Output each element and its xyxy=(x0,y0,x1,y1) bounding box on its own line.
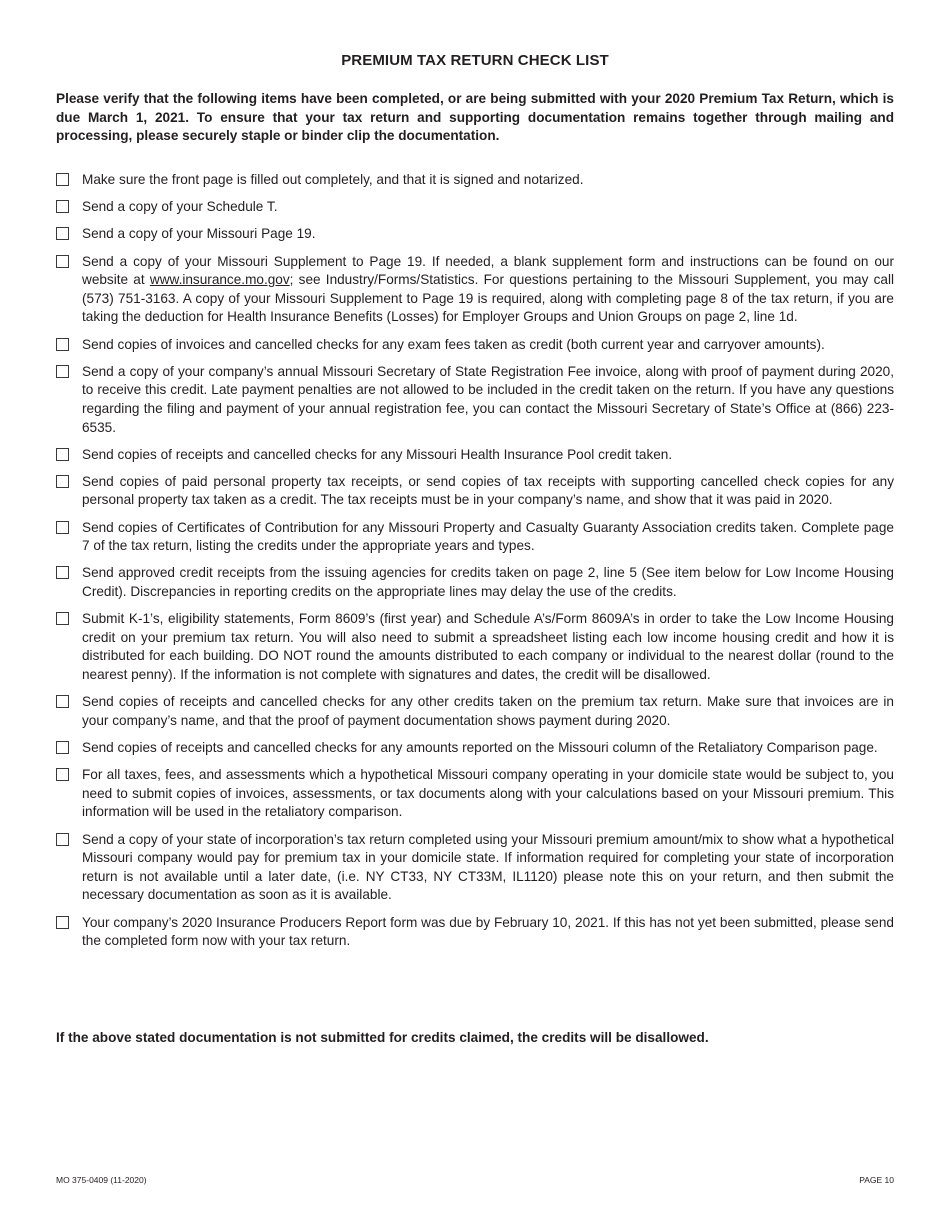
checkbox[interactable] xyxy=(56,695,69,708)
checklist-item-text: Make sure the front page is filled out completely, and that it is signed and notarized. xyxy=(82,172,584,187)
checkbox[interactable] xyxy=(56,200,69,213)
checklist-item-text: Send copies of receipts and cancelled checks for any Missouri Health Insurance Pool credit taken. xyxy=(82,446,673,462)
checklist-item-text: Send a copy of your state of incorporation’s tax return completed using your Missouri premium amount/mix to show what a hypothetical Missouri company would pay for premium tax in your domicile state. If information required for completing your state of incorporation return is not available until a later date, (i.e. NY CT33, NY CT33M, IL1120) please note this on your return, and then submit the necessary documentation as soon as it is available. xyxy=(82,831,894,903)
checklist-item-text: Send a copy of your Schedule T. xyxy=(82,199,278,215)
page-title: PREMIUM TAX RETURN CHECK LIST xyxy=(341,52,609,69)
checkbox[interactable] xyxy=(56,255,69,268)
checklist-item xyxy=(56,831,894,905)
checklist-item xyxy=(56,225,894,244)
checkbox[interactable] xyxy=(56,448,69,461)
checklist-item xyxy=(56,610,894,684)
checklist-item xyxy=(56,914,894,951)
checkbox[interactable] xyxy=(56,365,69,378)
checklist-item xyxy=(56,739,894,758)
checkbox[interactable] xyxy=(56,916,69,929)
checkbox[interactable] xyxy=(56,173,69,186)
checklist-item-text: Send copies of paid personal property tax receipts, or send copies of tax receipts with supporting cancelled check copies for any personal property tax taken as a credit. The tax receipts must be in your company’s name, and show that it was paid in 2020. xyxy=(82,473,894,508)
checkbox[interactable] xyxy=(56,521,69,534)
checklist-item-text: Send copies of receipts and cancelled checks for any other credits taken on the premium tax return. Make sure that invoices are in your company’s name, and that the proof of payment documentation shows payment during 2020. xyxy=(82,694,894,728)
checklist-item xyxy=(56,519,894,556)
checkbox[interactable] xyxy=(56,741,69,754)
checklist-item-text: Send copies of Certificates of Contribution for any Missouri Property and Casualty Guaranty Association credits taken. Complete page 7 of the tax return, listing the credits under the appropriate years and types. xyxy=(82,519,894,554)
form-number: MO 375-0409 (11-2020) xyxy=(56,1175,147,1185)
checklist-item-text: Send approved credit receipts from the issuing agencies for credits taken on page 2, line 5 (See item below for Low Income Housing Credit). Discrepancies in reporting credits on the appropriate lines may delay the use of the credits. xyxy=(82,565,894,600)
checklist-item xyxy=(56,446,894,465)
insurance-website-link[interactable]: www.insurance.mo.gov xyxy=(149,272,290,288)
checklist-item-text: Send a copy of your Missouri Page 19. xyxy=(82,226,316,242)
supplement-text-after: ; see Industry/Forms/Statistics. For questions pertaining to the Missouri Supplement, you may call (573) 751-3163. A copy of your Missouri Supplement to Page 19 is required, along with completing page 8 of the tax return, if you are taking the deduction for Health Insurance Benefits (Losses) for Employer Groups and Union Groups on page 2, line 1d. xyxy=(82,272,895,325)
checklist xyxy=(56,171,894,959)
checkbox[interactable] xyxy=(56,768,69,781)
checklist-item-text: For all taxes, fees, and assessments which a hypothetical Missouri company operating in your domicile state would be subject to, you need to submit copies of invoices, assessments, or tax documents along with your calculations based on your Missouri premium. This information will be used in the retaliatory comparison. xyxy=(82,767,894,820)
checkbox[interactable] xyxy=(56,566,69,579)
checklist-item xyxy=(56,171,894,190)
checklist-item xyxy=(56,766,894,822)
checklist-item-text: Your company’s 2020 Insurance Producers Report form was due by February 10, 2021. If this has not yet been submitted, please send the completed form now with your tax return. xyxy=(82,914,894,949)
closing-statement: If the above stated documentation is not submitted for credits claimed, the credits will be disallowed. xyxy=(56,1030,709,1045)
checklist-item-text xyxy=(82,253,894,327)
checklist-item xyxy=(56,564,894,601)
checklist-item xyxy=(56,253,894,327)
checklist-item xyxy=(56,336,894,355)
page-number: PAGE 10 xyxy=(859,1175,894,1185)
checklist-item-text: Send copies of receipts and cancelled checks for any amounts reported on the Missouri column of the Retaliatory Comparison page. xyxy=(82,739,878,755)
supplement-text-before: Send a copy of your Missouri Supplement to Page 19. If needed, a blank supplement form and instructions can be found on our website at xyxy=(82,253,894,288)
checkbox[interactable] xyxy=(56,475,69,488)
checklist-item xyxy=(56,473,894,510)
checkbox[interactable] xyxy=(56,227,69,240)
checkbox[interactable] xyxy=(56,338,69,351)
checklist-item xyxy=(56,198,894,217)
checklist-item-text: Submit K-1’s, eligibility statements, Form 8609’s (first year) and Schedule A’s/Form 8609A’s in order to take the Low Income Housing credit on your premium tax return. You will also need to submit a spreadsheet listing each low income housing credit and how it is distributed for each building. DO NOT round the amounts distributed to each company or individual to the nearest dollar (round to the nearest penny). If the information is not complete with signatures and dates, the credit will be disallowed. xyxy=(82,611,894,682)
checklist-item-text: Send a copy of your company’s annual Missouri Secretary of State Registration Fee invoice, along with proof of payment during 2020, to receive this credit. Late payment penalties are not allowed to be included in the credit taken on the return. If you have any questions regarding the filing and payment of your annual registration fee, you can contact the Missouri Secretary of State’s Office at (866) 223-6535. xyxy=(82,363,894,435)
checklist-item-text: Send copies of invoices and cancelled checks for any exam fees taken as credit (both current year and carryover amounts). xyxy=(82,336,825,352)
intro-paragraph: Please verify that the following items have been completed, or are being submitted with your 2020 Premium Tax Return, which is due March 1, 2021. To ensure that your tax return and supporting documentation remains together through mailing and processing, please securely staple or binder clip the documentation. xyxy=(56,91,894,144)
checklist-item xyxy=(56,363,894,437)
checkbox[interactable] xyxy=(56,833,69,846)
checkbox[interactable] xyxy=(56,612,69,625)
checklist-item xyxy=(56,693,894,730)
